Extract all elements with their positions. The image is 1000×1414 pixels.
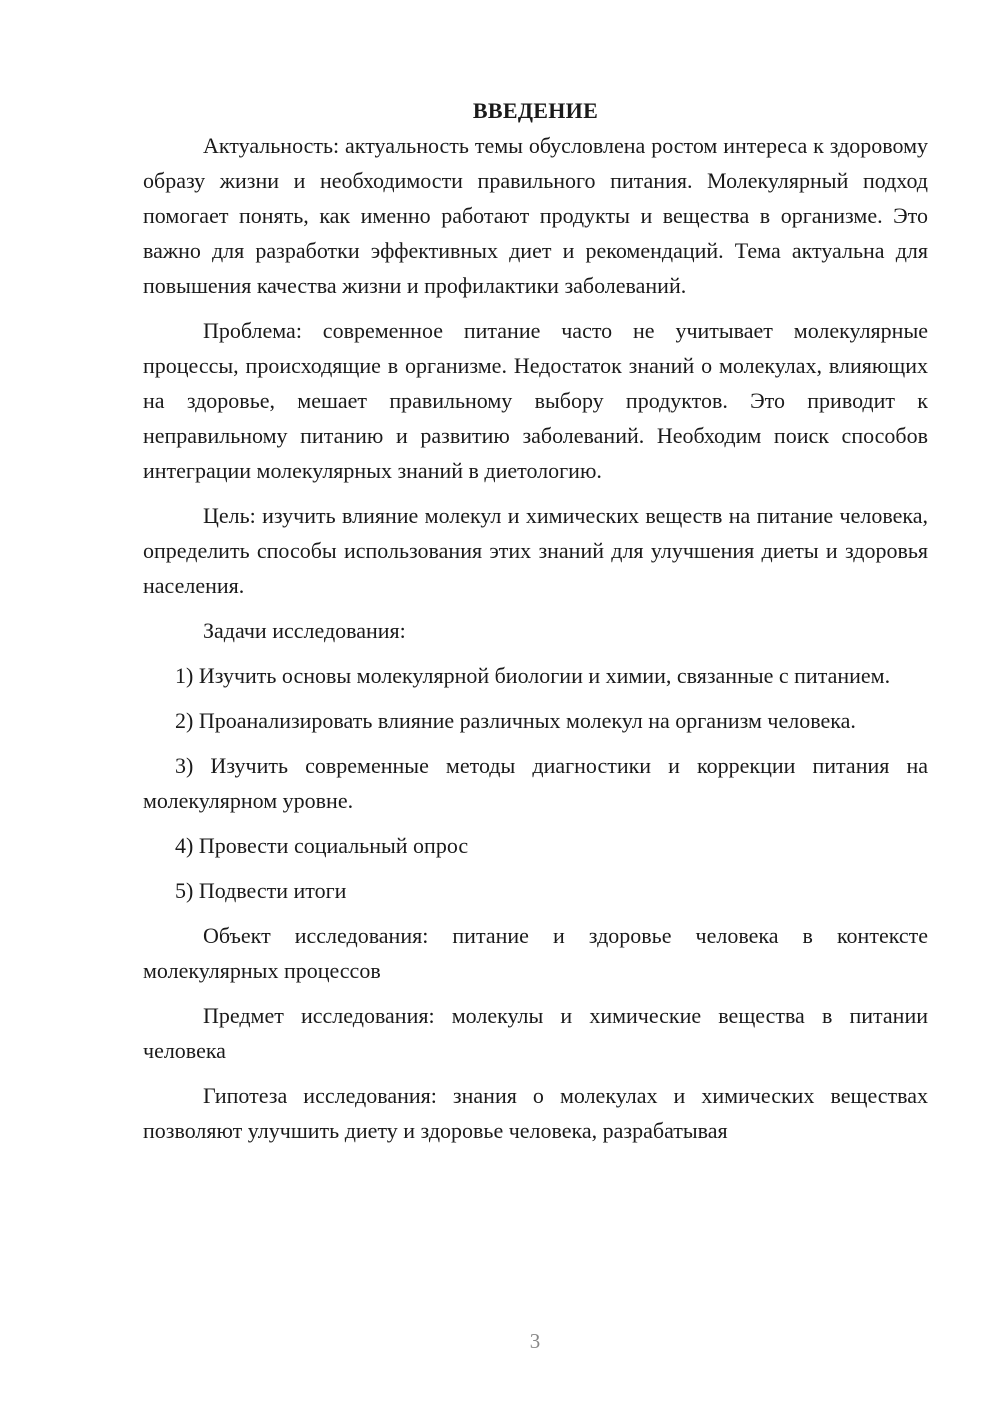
subject-paragraph: Предмет исследования: молекулы и химические вещества в питании человека (143, 1003, 928, 1063)
problem-paragraph: Проблема: современное питание часто не учитывает молекулярные процессы, происходящие в организме. Недостаток знаний о молекулах, влияющих на здоровье, мешает правильному выбору продуктов. Это приводит к неправильному питанию и развитию заболеваний. Необходим поиск способов интеграции молекулярных знаний в диетологию. (143, 318, 928, 483)
page-content (143, 93, 928, 1148)
task-item-2: 2) Проанализировать влияние различных молекул на организм человека. (175, 708, 856, 733)
task-item-5: 5) Подвести итоги (175, 878, 347, 903)
task-item-1: 1) Изучить основы молекулярной биологии и химии, связанные с питанием. (175, 663, 891, 688)
goal-paragraph: Цель: изучить влияние молекул и химических веществ на питание человека, определить способы использования этих знаний для улучшения диеты и здоровья населения. (143, 503, 928, 598)
hypothesis-paragraph: Гипотеза исследования: знания о молекулах и химических веществах позволяют улучшить диету и здоровье человека, разрабатывая (143, 1083, 928, 1143)
task-item-3: 3) Изучить современные методы диагностики и коррекции питания на молекулярном уровне. (143, 753, 928, 813)
object-paragraph: Объект исследования: питание и здоровье человека в контексте молекулярных процессов (143, 923, 928, 983)
tasks-heading: Задачи исследования: (203, 618, 406, 643)
page-number: 3 (529, 1329, 541, 1353)
page-title: ВВЕДЕНИЕ (472, 98, 599, 123)
relevance-paragraph: Актуальность: актуальность темы обусловлена ростом интереса к здоровому образу жизни и необходимости правильного питания. Молекулярный подход помогает понять, как именно работают продукты и вещества в организме. Это важно для разработки эффективных диет и рекомендаций. Тема актуальна для повышения качества жизни и профилактики заболеваний. (143, 133, 928, 298)
task-item-4: 4) Провести социальный опрос (175, 833, 469, 858)
